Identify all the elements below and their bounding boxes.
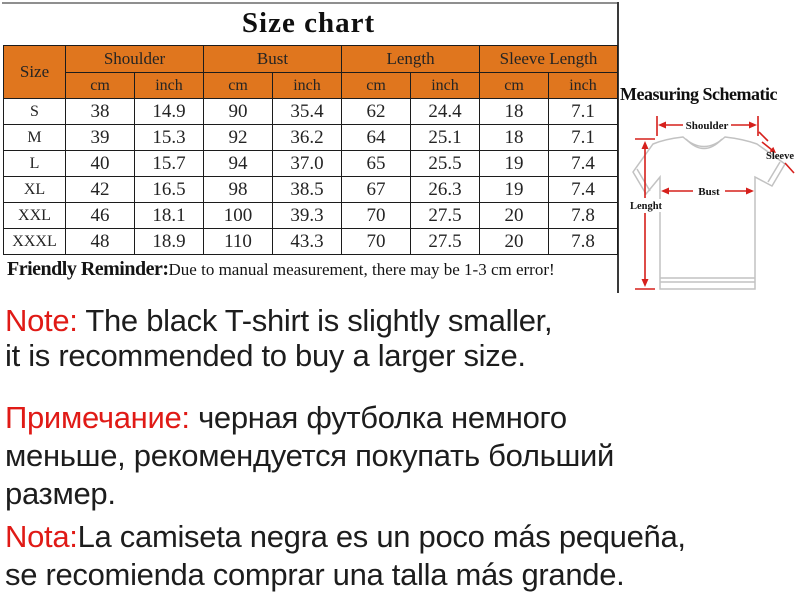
note-line: меньше, рекомендуется покупать больший — [5, 438, 615, 473]
table-row — [4, 151, 618, 177]
value-cell: 19 — [480, 177, 549, 203]
note-lead: Note: — [5, 303, 86, 338]
value-cell: 70 — [342, 203, 411, 229]
table-group-header-row — [4, 46, 618, 73]
unit-header: inch — [549, 73, 618, 99]
value-cell: 70 — [342, 229, 411, 255]
sleeve-label: Sleeve — [766, 151, 794, 162]
sleeve-tick-bottom — [785, 163, 794, 173]
value-cell: 19 — [480, 151, 549, 177]
value-cell: 42 — [66, 177, 135, 203]
size-cell: L — [4, 151, 66, 177]
table-row — [4, 203, 618, 229]
table-row — [4, 125, 618, 151]
size-column-header: Size — [4, 46, 66, 99]
value-cell: 62 — [342, 99, 411, 125]
value-cell: 38.5 — [273, 177, 342, 203]
unit-header: cm — [204, 73, 273, 99]
value-cell: 90 — [204, 99, 273, 125]
table-row — [4, 177, 618, 203]
value-cell: 7.8 — [549, 229, 618, 255]
value-cell: 38 — [66, 99, 135, 125]
size-cell: XXXL — [4, 229, 66, 255]
size-cell: XL — [4, 177, 66, 203]
value-cell: 48 — [66, 229, 135, 255]
note-line: Note: The black T-shirt is slightly smaller, — [5, 303, 553, 338]
value-cell: 18.1 — [135, 203, 204, 229]
value-cell: 25.5 — [411, 151, 480, 177]
value-cell: 43.3 — [273, 229, 342, 255]
group-header-bust: Bust — [204, 46, 342, 73]
panel-top-border — [2, 2, 618, 4]
note-russian — [5, 399, 614, 513]
value-cell: 15.7 — [135, 151, 204, 177]
value-cell: 92 — [204, 125, 273, 151]
value-cell: 15.3 — [135, 125, 204, 151]
unit-header: cm — [480, 73, 549, 99]
value-cell: 7.8 — [549, 203, 618, 229]
size-cell: M — [4, 125, 66, 151]
length-label: Lenght — [629, 201, 663, 212]
value-cell: 26.3 — [411, 177, 480, 203]
value-cell: 18.9 — [135, 229, 204, 255]
table-row — [4, 99, 618, 125]
note-line: it is recommended to buy a larger size. — [5, 338, 526, 373]
size-cell: S — [4, 99, 66, 125]
reminder-label: Friendly Reminder: — [7, 258, 169, 280]
size-chart-title: Size chart — [241, 7, 376, 39]
note-line: Примечание: черная футболка немного — [5, 400, 567, 435]
unit-header: inch — [411, 73, 480, 99]
size-cell: XXL — [4, 203, 66, 229]
value-cell: 20 — [480, 203, 549, 229]
note-english — [5, 303, 552, 373]
value-cell: 36.2 — [273, 125, 342, 151]
value-cell: 110 — [204, 229, 273, 255]
value-cell: 20 — [480, 229, 549, 255]
note-spanish — [5, 518, 686, 594]
value-cell: 37.0 — [273, 151, 342, 177]
reminder-text: Due to manual measurement, there may be 1-3 cm error! — [168, 260, 555, 279]
tshirt-measuring-diagram — [625, 106, 800, 311]
value-cell: 39 — [66, 125, 135, 151]
friendly-reminder — [7, 258, 555, 281]
value-cell: 100 — [204, 203, 273, 229]
group-header-length: Length — [342, 46, 480, 73]
value-cell: 7.1 — [549, 125, 618, 151]
value-cell: 16.5 — [135, 177, 204, 203]
value-cell: 64 — [342, 125, 411, 151]
unit-header: inch — [135, 73, 204, 99]
note-line: se recomienda comprar una talla más grande. — [5, 557, 625, 592]
measuring-schematic-title: Measuring Schematic — [620, 84, 777, 104]
value-cell: 46 — [66, 203, 135, 229]
note-line: Nota:La camiseta negra es un poco más pequeña, — [5, 519, 686, 554]
value-cell: 25.1 — [411, 125, 480, 151]
shoulder-label: Shoulder — [685, 120, 729, 132]
value-cell: 98 — [204, 177, 273, 203]
unit-header: cm — [342, 73, 411, 99]
value-cell: 7.4 — [549, 151, 618, 177]
tshirt-outline — [633, 137, 785, 289]
value-cell: 39.3 — [273, 203, 342, 229]
table-row — [4, 229, 618, 255]
value-cell: 94 — [204, 151, 273, 177]
group-header-shoulder: Shoulder — [66, 46, 204, 73]
value-cell: 7.4 — [549, 177, 618, 203]
note-lead: Примечание: — [5, 400, 199, 435]
unit-header: cm — [66, 73, 135, 99]
value-cell: 14.9 — [135, 99, 204, 125]
value-cell: 24.4 — [411, 99, 480, 125]
sleeve-tick-top — [759, 132, 768, 141]
table-unit-header-row — [4, 73, 618, 99]
group-header-sleeve-length: Sleeve Length — [480, 46, 618, 73]
value-cell: 18 — [480, 125, 549, 151]
value-cell: 40 — [66, 151, 135, 177]
unit-header: inch — [273, 73, 342, 99]
note-line: размер. — [5, 476, 116, 511]
value-cell: 65 — [342, 151, 411, 177]
value-cell: 27.5 — [411, 229, 480, 255]
value-cell: 18 — [480, 99, 549, 125]
note-lead: Nota: — [5, 519, 78, 554]
value-cell: 35.4 — [273, 99, 342, 125]
value-cell: 27.5 — [411, 203, 480, 229]
size-table — [3, 45, 618, 255]
value-cell: 7.1 — [549, 99, 618, 125]
bust-label: Bust — [698, 186, 720, 198]
value-cell: 67 — [342, 177, 411, 203]
